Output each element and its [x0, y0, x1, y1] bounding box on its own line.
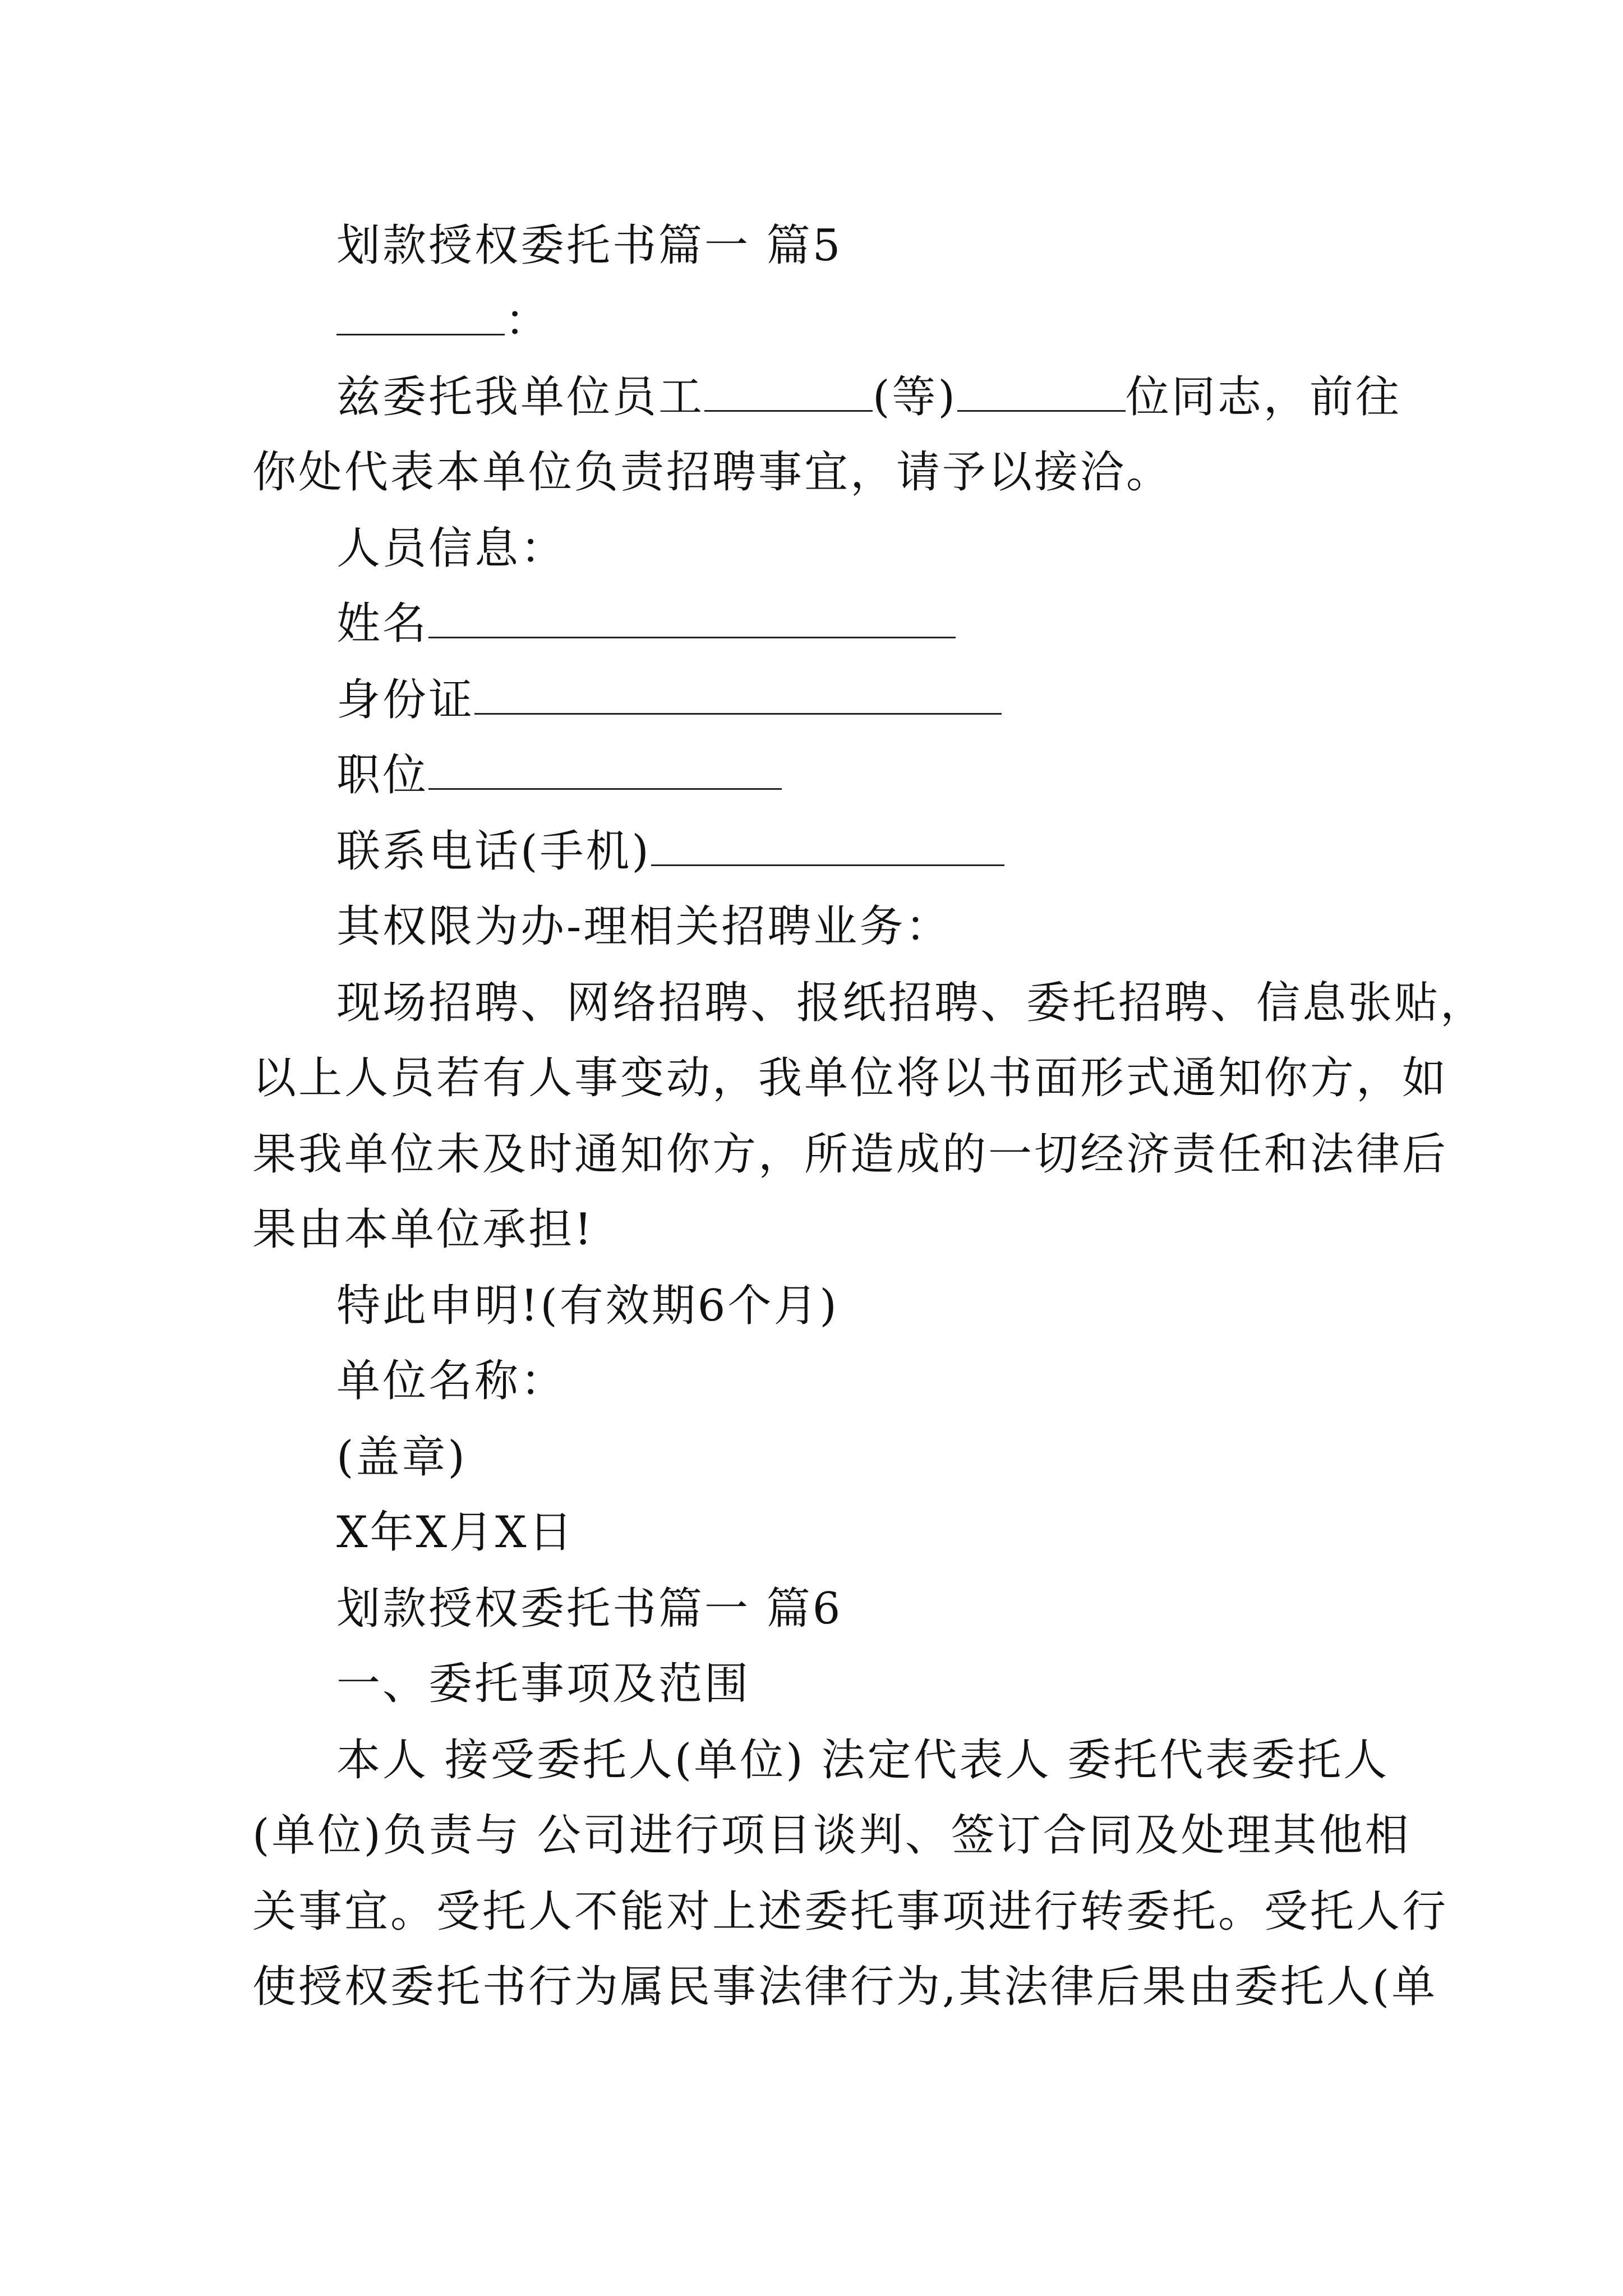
paragraph-line	[336, 369, 1401, 425]
paragraph-line	[252, 1807, 1411, 1864]
text-segment: 位同志，前往	[1125, 372, 1401, 422]
field-label: 职位	[336, 750, 429, 800]
text-segment: 以上人员若有人事变动，我单位将以书面形式通知你方，如	[252, 1053, 1449, 1103]
field-blank	[474, 678, 1002, 715]
text-segment: 兹委托我单位员工	[336, 372, 705, 422]
heading-text: 划款授权委托书篇一 篇6	[336, 1584, 843, 1634]
text-segment: 关事宜。受托人不能对上述委托事项进行转委托。受托人行	[252, 1887, 1449, 1937]
paragraph-line	[252, 444, 1387, 500]
text-segment: 一、委托事项及范围	[336, 1659, 751, 1709]
name-blank	[704, 375, 873, 412]
addressee-blank	[336, 299, 505, 335]
text-segment: 人员信息：	[336, 523, 567, 574]
field-label: 姓名	[336, 599, 429, 649]
text-segment: 现场招聘、网络招聘、报纸招聘、委托招聘、信息张贴，	[336, 978, 1487, 1028]
text-segment: 果我单位未及时通知你方，所造成的一切经济责任和法律后	[252, 1129, 1449, 1180]
paragraph-line	[336, 975, 1487, 1031]
text-segment: 其权限为办-理相关招聘业务：	[336, 901, 952, 952]
field-blank	[651, 830, 1004, 866]
paragraph-line	[252, 1126, 1449, 1182]
field-label: 身份证	[336, 675, 475, 725]
text-segment: 使授权委托书行为属民事法律行为,其法律后果由委托人(单	[252, 1962, 1438, 2012]
paragraph-line	[336, 1732, 1390, 1788]
text-segment: 果由本单位承担!	[252, 1204, 594, 1255]
text-segment: X年X月X日	[336, 1507, 575, 1558]
count-blank	[957, 375, 1126, 412]
field-id-card	[336, 672, 1387, 728]
addressee-line	[336, 293, 1387, 349]
paragraph-line	[252, 1959, 1438, 2015]
info-heading	[336, 521, 1387, 577]
text-segment: (等)	[873, 372, 957, 422]
section-heading-5	[336, 218, 1387, 274]
subheading	[336, 1656, 1387, 1712]
paragraph-line	[336, 899, 1387, 955]
text-segment: 单位名称：	[336, 1356, 567, 1406]
org-name-label	[336, 1353, 1387, 1409]
paragraph-line	[252, 1884, 1449, 1940]
field-blank	[428, 753, 782, 790]
text-segment: (盖章)	[336, 1432, 467, 1483]
text-segment: (单位)负责与 公司进行项目谈判、签订合同及处理其他相	[252, 1810, 1411, 1861]
field-blank	[428, 602, 956, 638]
paragraph-line	[336, 1278, 1387, 1334]
field-position	[336, 747, 1387, 803]
text-segment: 你处代表本单位负责招聘事宜，请予以接洽。	[252, 447, 1173, 498]
seal-label	[336, 1429, 1387, 1485]
paragraph-line	[252, 1202, 1387, 1258]
section-heading-6	[336, 1581, 1387, 1637]
heading-text: 划款授权委托书篇一 篇5	[336, 220, 843, 271]
field-name	[336, 596, 1387, 652]
text-segment: 本人 接受委托人(单位) 法定代表人 委托代表委托人	[336, 1735, 1390, 1786]
text-segment: 特此申明!(有效期6个月)	[336, 1281, 839, 1331]
date-line	[336, 1504, 1387, 1561]
colon: ：	[505, 296, 551, 346]
field-label: 联系电话(手机)	[336, 826, 651, 877]
field-phone	[336, 823, 1387, 880]
paragraph-line	[252, 1050, 1449, 1106]
